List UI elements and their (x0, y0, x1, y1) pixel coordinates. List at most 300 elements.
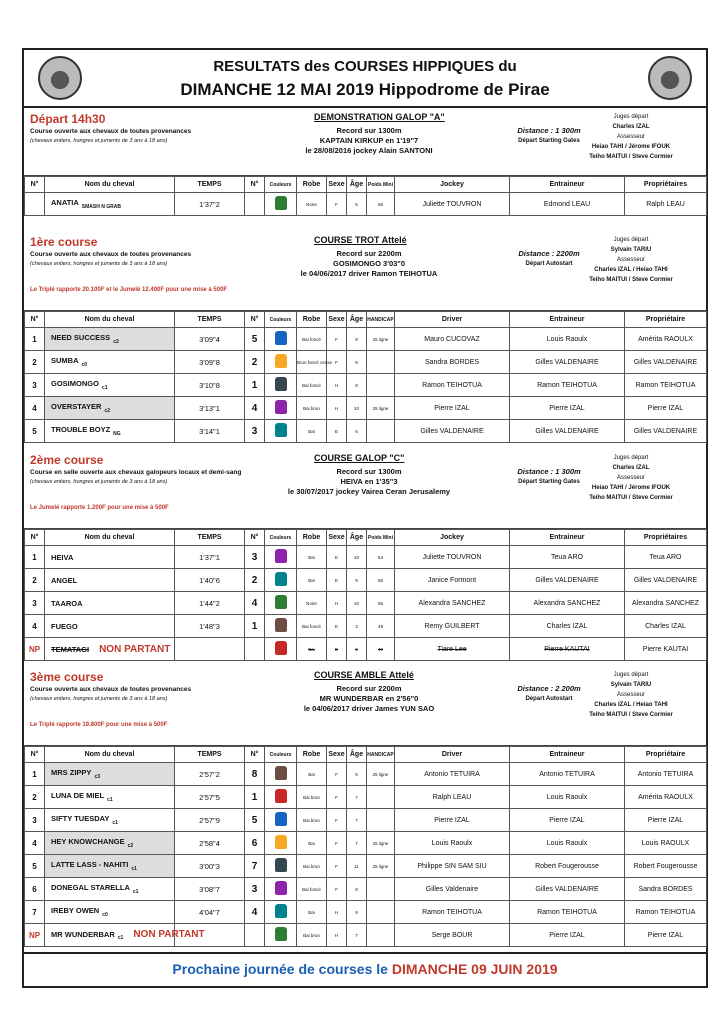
weight-or-handicap (367, 924, 395, 947)
rank: 2 (25, 569, 45, 592)
race-head (24, 233, 706, 311)
age: 10 (347, 546, 367, 569)
weight-or-handicap: 54 (367, 546, 395, 569)
non-partant-label: NON PARTANT (99, 643, 171, 655)
assesseurs: Charles IZAL / Heiao TAHI (594, 267, 668, 273)
sexe: E (327, 615, 347, 638)
results-table (24, 311, 707, 443)
saddle-number: 4 (245, 397, 265, 420)
jockey-or-driver: Ralph LEAU (395, 786, 510, 809)
column-header: Nom du cheval (45, 312, 175, 328)
assesseur-label: Assesseur (616, 475, 645, 481)
header-line1: RESULTATS des COURSES HIPPIQUES du (213, 58, 517, 75)
saddle-number (245, 924, 265, 947)
saddle-number: 4 (245, 901, 265, 924)
column-header: Entraineur (510, 177, 625, 193)
commissaires: Teiho MAITUI / Steve Cormier (589, 495, 673, 501)
record-line: MR WUNDERBAR en 2'56"0 (319, 694, 419, 703)
trainer: Ramon TEIHOTUA (510, 901, 625, 924)
column-header: Nom du cheval (45, 177, 175, 193)
juge-depart: Sylvain TARIU (610, 247, 652, 253)
trainer: Pierre IZAL (510, 397, 625, 420)
horse-name-text: TAAROA (51, 598, 83, 608)
jockey-or-driver: Mauro CUCOVAZ (395, 328, 510, 351)
table-row (25, 638, 707, 661)
header-line2: DIMANCHE 12 MAI 2019 Hippodrome de Pirae (180, 80, 550, 99)
rank: NP (25, 924, 45, 947)
jockey-silks-icon (275, 595, 287, 609)
horse-category: SMASH N GRAB (81, 203, 121, 210)
robe: Bai foncé (297, 615, 327, 638)
owner: Ralph LEAU (625, 193, 707, 216)
juges-block (576, 112, 686, 162)
column-header: Sexe (327, 312, 347, 328)
jockey-silks-icon (275, 354, 287, 368)
trainer: Louis Raoulx (510, 832, 625, 855)
horse-category: c3 (94, 773, 100, 780)
weight-or-handicap (367, 420, 395, 443)
record-line: Record sur 1300m (336, 126, 402, 135)
robe: Bai brun (297, 786, 327, 809)
horse-name (45, 397, 175, 420)
silks-cell (265, 809, 297, 832)
jockey-silks-icon (275, 641, 287, 655)
horse-name (45, 786, 175, 809)
column-header: Sexe (327, 530, 347, 546)
robe: Bai (297, 420, 327, 443)
distance-value: Distance : 2 200m (517, 684, 581, 693)
owner: Sandra BORDES (625, 878, 707, 901)
rank: 1 (25, 546, 45, 569)
trainer: Louis Raoulx (510, 786, 625, 809)
silks-cell (265, 420, 297, 443)
rank: 3 (25, 592, 45, 615)
start-type: Départ Starting Gates (518, 138, 580, 144)
race-conditions-detail: (chevaux entiers, hongres et juments de 3 ans à 18 ans) (30, 261, 168, 267)
juges-block (576, 670, 686, 720)
record-line: le 04/06/2017 driver James YUN SAO (303, 704, 435, 713)
weight-or-handicap: 49 (367, 615, 395, 638)
table-row (25, 374, 707, 397)
robe: Bai foncé (297, 878, 327, 901)
rapport-text: Le Triplé rapporte 19.800F pour une mise à 500F (30, 722, 168, 728)
assesseur-label: Assesseur (616, 134, 645, 140)
trainer: Robert Fougerousse (510, 855, 625, 878)
race-time: 3'13"1 (175, 397, 245, 420)
age: 10 (347, 397, 367, 420)
horse-name-text: SIFTY TUESDAY (51, 814, 110, 824)
juges-label: Juges départ (613, 237, 649, 243)
owner: Louis RAOULX (625, 832, 707, 855)
page-header (22, 48, 708, 108)
race-time: 4'04"7 (175, 901, 245, 924)
column-header: Jockey (395, 177, 510, 193)
rank: 2 (25, 786, 45, 809)
age: 3 (347, 638, 367, 661)
race-time: 1'37"1 (175, 546, 245, 569)
age: 9 (347, 569, 367, 592)
robe: Noire (297, 592, 327, 615)
horse-name-text: IREBY OWEN (51, 906, 100, 916)
juge-depart: Charles IZAL (612, 124, 650, 130)
horse-name-text: MRS ZIPPY (51, 768, 92, 778)
sexe: F (327, 786, 347, 809)
horse-name-text: NEED SUCCESS (51, 333, 111, 343)
trainer: Louis Raoulx (510, 328, 625, 351)
sexe: E (327, 569, 347, 592)
record-line: Record sur 1300m (336, 467, 402, 476)
horse-name (45, 763, 175, 786)
table-row (25, 351, 707, 374)
column-header: N° (25, 747, 45, 763)
horse-name-text: LUNA DE MIEL (51, 791, 105, 801)
column-header: TEMPS (175, 177, 245, 193)
jockey-silks-icon (275, 549, 287, 563)
race-conditions: Course ouverte aux chevaux de toutes provenances (30, 251, 192, 258)
column-header: Couleurs (265, 530, 297, 546)
jockey-or-driver: Louis Raoulx (395, 832, 510, 855)
column-header: Âge (347, 312, 367, 328)
sexe: H (327, 374, 347, 397)
juges-label: Juges départ (613, 455, 649, 461)
jockey-silks-icon (275, 881, 287, 895)
assesseur-label: Assesseur (616, 692, 645, 698)
column-header: N° (25, 177, 45, 193)
column-header: N° (245, 747, 265, 763)
age: 7 (347, 786, 367, 809)
race-conditions: Course ouverte aux chevaux de toutes provenances (30, 686, 192, 693)
table-row (25, 546, 707, 569)
rapport-text: Le Triplé rapporte 20.100F et le Jumelé 12.400F pour une mise à 500F (30, 287, 228, 293)
table-row (25, 420, 707, 443)
horse-name (45, 878, 175, 901)
jockey-or-driver: Gilles Valdenaire (395, 878, 510, 901)
horse-name-text: GOSIMONGO (51, 379, 99, 389)
horse-name (45, 374, 175, 397)
table-row (25, 615, 707, 638)
column-header: Entraineur (510, 747, 625, 763)
robe: Bai (297, 546, 327, 569)
record-line: le 30/07/2017 jockey Vairea Ceran Jerusalemy (287, 487, 451, 496)
horse-name-text: MR WUNDERBAR (51, 929, 115, 939)
jockey-or-driver: Pierre IZAL (395, 397, 510, 420)
race-head (24, 451, 706, 529)
column-header: Poids Mini (367, 530, 395, 546)
column-header: Driver (395, 312, 510, 328)
horse-name-text: SUMBA (51, 356, 79, 366)
jockey-silks-icon (275, 904, 287, 918)
saddle-number: 1 (245, 374, 265, 397)
column-header: Poids Mini (367, 177, 395, 193)
race-time: 2'57"5 (175, 786, 245, 809)
owner: Teua ARO (625, 546, 707, 569)
record-line: le 04/06/2017 driver Ramon TEIHOTUA (300, 269, 438, 278)
juge-depart: Charles IZAL (612, 465, 650, 471)
owner: Robert Fougerousse (625, 855, 707, 878)
sexe: F (327, 351, 347, 374)
assesseurs: Heiao TAHI / Jérome IFOUK (591, 144, 671, 150)
jockey-silks-icon (275, 377, 287, 391)
race-head (24, 668, 706, 746)
owner: Pierre IZAL (625, 924, 707, 947)
column-header: Sexe (327, 747, 347, 763)
table-row (25, 809, 707, 832)
sexe: F (327, 763, 347, 786)
race-title: 2ème course (30, 453, 104, 467)
rank: 3 (25, 374, 45, 397)
table-row (25, 397, 707, 420)
column-header: Robe (297, 177, 327, 193)
weight-or-handicap (367, 374, 395, 397)
age: 11 (347, 855, 367, 878)
column-header: HANDICAP (367, 312, 395, 328)
horse-name (45, 193, 175, 216)
horse-name-text: TEMATAGI (51, 644, 90, 654)
column-header: Robe (297, 747, 327, 763)
results-table (24, 746, 707, 947)
owner: Gilles VALDENAIRE (625, 569, 707, 592)
rank: 5 (25, 420, 45, 443)
owner: Pierre KAUTAI (625, 638, 707, 661)
rank (25, 193, 45, 216)
column-header: Sexe (327, 177, 347, 193)
trainer: Pierre IZAL (510, 809, 625, 832)
robe: Bai (297, 901, 327, 924)
horse-name (45, 615, 175, 638)
column-header: Couleurs (265, 312, 297, 328)
saddle-number: 2 (245, 351, 265, 374)
rank: 3 (25, 809, 45, 832)
weight-or-handicap (367, 901, 395, 924)
jockey-silks-icon (275, 572, 287, 586)
column-header: N° (25, 312, 45, 328)
saddle-number: 4 (245, 592, 265, 615)
rank: 1 (25, 328, 45, 351)
assesseurs: Heiao TAHI / Jérome IFOUK (591, 485, 671, 491)
sexe: E (327, 420, 347, 443)
silks-cell (265, 546, 297, 569)
distance-value: Distance : 2200m (518, 249, 580, 258)
horse-category: c2 (104, 407, 110, 414)
saddle-number: 5 (245, 809, 265, 832)
jockey-or-driver: Sandra BORDES (395, 351, 510, 374)
jockey-silks-icon (275, 812, 287, 826)
column-header: Entraineur (510, 312, 625, 328)
age: 7 (347, 809, 367, 832)
horse-category: c2 (113, 338, 119, 345)
saddle-number: 7 (245, 855, 265, 878)
start-type: Départ Autostart (525, 261, 573, 267)
column-header: Âge (347, 530, 367, 546)
silks-cell (265, 638, 297, 661)
robe: Bai brun (297, 397, 327, 420)
owner: Charles IZAL (625, 615, 707, 638)
race-title: Départ 14h30 (30, 112, 106, 126)
juge-depart: Sylvain TARIU (610, 682, 652, 688)
rank: 5 (25, 855, 45, 878)
footer-text: Prochaine journée de courses le (172, 961, 388, 977)
weight-or-handicap: 25 ligne (367, 397, 395, 420)
horse-category: c0 (102, 911, 108, 918)
robe: Noire (297, 193, 327, 216)
jockey-silks-icon (275, 331, 287, 345)
robe: Bai foncé (297, 328, 327, 351)
trainer: Alexandra SANCHEZ (510, 592, 625, 615)
race-conditions-detail: (chevaux entiers, hongres et juments de 3 ans à 18 ans) (30, 138, 168, 144)
silks-cell (265, 374, 297, 397)
jockey-or-driver: Juliette TOUVRON (395, 193, 510, 216)
rank: 4 (25, 615, 45, 638)
results-table (24, 176, 707, 216)
commissaires: Teiho MAITUI / Steve Cormier (589, 154, 673, 160)
race-time: 3'08"7 (175, 878, 245, 901)
horse-name (45, 832, 175, 855)
table-row (25, 592, 707, 615)
owner: Ramon TEIHOTUA (625, 374, 707, 397)
race-time: 3'10"8 (175, 374, 245, 397)
horse-name-text: FUEGO (51, 621, 78, 631)
table-row (25, 569, 707, 592)
race-record (254, 467, 484, 497)
column-header: N° (245, 312, 265, 328)
column-header: HANDICAP (367, 747, 395, 763)
jockey-or-driver: Alexandra SANCHEZ (395, 592, 510, 615)
robe: Bai foncé (297, 374, 327, 397)
silks-cell (265, 193, 297, 216)
age: 9 (347, 901, 367, 924)
race-record (254, 126, 484, 156)
jockey-silks-icon (275, 423, 287, 437)
trainer: Edmond LEAU (510, 193, 625, 216)
age: 7 (347, 924, 367, 947)
race-time: 1'48"3 (175, 615, 245, 638)
jockey-or-driver: Ramon TEIHOTUA (395, 374, 510, 397)
sexe: F (327, 878, 347, 901)
table-row (25, 901, 707, 924)
jockey-silks-icon (275, 618, 287, 632)
jockey-or-driver: Ramon TEIHOTUA (395, 901, 510, 924)
race-conditions: Course en selle ouverte aux chevaux galopeurs locaux et demi-sang (30, 469, 242, 476)
horse-category: c1 (117, 935, 124, 942)
column-header: N° (25, 530, 45, 546)
horse-name-text: TROUBLE BOYZ (51, 425, 111, 435)
sexe: H (327, 924, 347, 947)
saddle-number (245, 193, 265, 216)
race-record (254, 249, 484, 279)
jockey-silks-icon (275, 789, 287, 803)
race-3 (24, 668, 706, 947)
horse-name-text: ANGEL (51, 575, 78, 585)
race-conditions-detail: (chevaux entiers, hongres et juments de 3 ans à 18 ans) (30, 479, 168, 485)
robe: Bai (297, 763, 327, 786)
saddle-number: 3 (245, 546, 265, 569)
jockey-or-driver: Antonio TETUIRA (395, 763, 510, 786)
race-head (24, 110, 706, 176)
jockey-or-driver: Tiare Lee (395, 638, 510, 661)
table-row (25, 328, 707, 351)
race-time: 3'00"3 (175, 855, 245, 878)
silks-cell (265, 878, 297, 901)
race-type: COURSE TROT Attelé (314, 235, 407, 245)
owner: Ramon TEIHOTUA (625, 901, 707, 924)
trainer: Pierre IZAL (510, 924, 625, 947)
trainer: Teua ARO (510, 546, 625, 569)
jockey-silks-icon (275, 196, 287, 210)
rank: 2 (25, 351, 45, 374)
weight-or-handicap: 55 (367, 569, 395, 592)
race-title: 3ème course (30, 670, 104, 684)
sexe: E (327, 638, 347, 661)
table-row (25, 924, 707, 947)
jockey-or-driver: Janice Formont (395, 569, 510, 592)
race-type: COURSE GALOP "C" (314, 453, 405, 463)
weight-or-handicap: 25 ligne (367, 855, 395, 878)
horse-category: c1 (112, 819, 118, 826)
horse-category: c1 (131, 865, 137, 872)
owner: Gilles VALDENAIRE (625, 420, 707, 443)
horse-name (45, 546, 175, 569)
sexe: F (327, 832, 347, 855)
assesseur-label: Assesseur (616, 257, 645, 263)
weight-or-handicap: 25 ligne (367, 763, 395, 786)
silks-cell (265, 855, 297, 878)
trainer: Charles IZAL (510, 615, 625, 638)
record-line: Record sur 2200m (336, 249, 402, 258)
sexe: H (327, 901, 347, 924)
rank: 4 (25, 397, 45, 420)
robe: Bai (297, 832, 327, 855)
race-time: 2'57"2 (175, 763, 245, 786)
owner: Pierre IZAL (625, 809, 707, 832)
race-time: 1'37"2 (175, 193, 245, 216)
horse-name (45, 328, 175, 351)
silks-cell (265, 328, 297, 351)
column-header: Propriétaire (625, 747, 707, 763)
saddle-number: 5 (245, 328, 265, 351)
weight-or-handicap (367, 351, 395, 374)
age: 9 (347, 374, 367, 397)
jockey-silks-icon (275, 927, 287, 941)
age: 9 (347, 351, 367, 374)
jockey-or-driver: Serge BOUR (395, 924, 510, 947)
silks-cell (265, 592, 297, 615)
age: 5 (347, 763, 367, 786)
horse-name-text: OVERSTAYER (51, 402, 102, 412)
robe: Bai (297, 569, 327, 592)
silks-cell (265, 832, 297, 855)
silks-cell (265, 786, 297, 809)
age: 9 (347, 328, 367, 351)
saddle-number: 6 (245, 832, 265, 855)
weight-or-handicap (367, 878, 395, 901)
race-type: COURSE AMBLE Attelé (314, 670, 414, 680)
commissaires: Teiho MAITUI / Steve Cormier (589, 712, 673, 718)
commissaires: Teiho MAITUI / Steve Cormier (589, 277, 673, 283)
trainer: Ramon TEIHOTUA (510, 374, 625, 397)
saddle-number: 3 (245, 420, 265, 443)
race-time: 3'09"4 (175, 328, 245, 351)
weight-or-handicap: 25 ligne (367, 328, 395, 351)
jockey-or-driver: Remy GUILBERT (395, 615, 510, 638)
race-conditions: Course ouverte aux chevaux de toutes provenances (30, 128, 192, 135)
record-line: Record sur 2200m (336, 684, 402, 693)
horse-category: c0 (81, 361, 88, 368)
owner: Amérita RAOULX (625, 328, 707, 351)
silks-cell (265, 615, 297, 638)
race-time: 2'57"9 (175, 809, 245, 832)
column-header: TEMPS (175, 747, 245, 763)
horse-name-text: LATTE LASS - NAHITI (51, 860, 129, 870)
